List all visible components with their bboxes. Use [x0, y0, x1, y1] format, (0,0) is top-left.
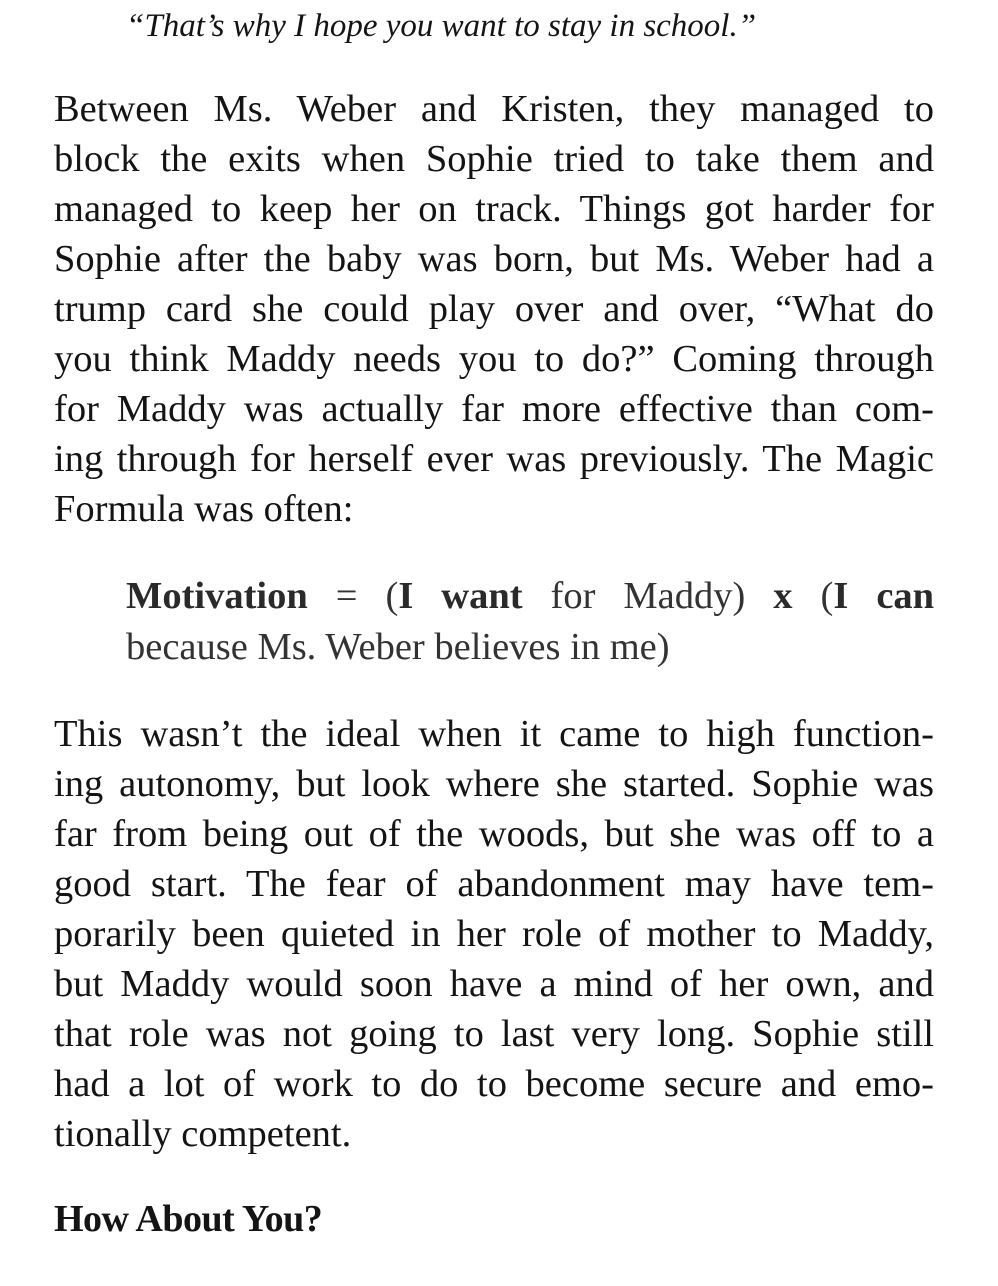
- paragraph-line: Between Ms. Weber and Kristen, they managed to: [54, 88, 934, 130]
- section-heading: How About You?: [54, 1198, 323, 1240]
- paragraph-line: ing through for herself ever was previously. The Magic: [54, 438, 934, 480]
- formula-line-1: [126, 571, 934, 622]
- motivation-formula: [126, 571, 934, 673]
- formula-times: x: [773, 575, 793, 617]
- paragraph-line: good start. The fear of abandonment may have tem-: [54, 863, 934, 905]
- formula-for-maddy: for Maddy: [550, 575, 733, 617]
- paragraph-line: porarily been quieted in her role of mother to Maddy,: [54, 913, 934, 955]
- formula-equals: =: [335, 575, 358, 617]
- formula-paren: ): [656, 626, 670, 668]
- paragraph-1: [54, 84, 934, 534]
- paragraph-line: Formula was often:: [54, 488, 354, 530]
- formula-i-can: I can: [833, 575, 935, 617]
- paragraph-line: tionally competent.: [54, 1113, 352, 1155]
- paragraph-line: had a lot of work to do to become secure and emo-: [54, 1063, 934, 1105]
- formula-paren: ): [732, 575, 746, 617]
- paragraph-line: far from being out of the woods, but she was off to a: [54, 813, 934, 855]
- formula-motivation: Motivation: [126, 575, 308, 617]
- formula-line-2: [126, 622, 934, 673]
- formula-paren: (: [385, 575, 399, 617]
- paragraph-line: trump card she could play over and over, “What do: [54, 288, 934, 330]
- italic-quote: “That’s why I hope you want to stay in school.”: [126, 8, 757, 44]
- formula-i-want: I want: [398, 575, 523, 617]
- paragraph-line: Sophie after the baby was born, but Ms. Weber had a: [54, 238, 934, 280]
- paragraph-line: that role was not going to last very long. Sophie still: [54, 1013, 934, 1055]
- paragraph-line: but Maddy would soon have a mind of her own, and: [54, 963, 934, 1005]
- paragraph-line: managed to keep her on track. Things got harder for: [54, 188, 934, 230]
- paragraph-line: This wasn’t the ideal when it came to high function-: [54, 713, 934, 755]
- formula-because: because Ms. Weber believes in me: [126, 626, 657, 668]
- formula-paren: (: [820, 575, 834, 617]
- paragraph-line: for Maddy was actually far more effective than com-: [54, 388, 934, 430]
- paragraph-line: you think Maddy needs you to do?” Coming through: [54, 338, 934, 380]
- paragraph-2: [54, 709, 934, 1159]
- paragraph-line: ing autonomy, but look where she started. Sophie was: [54, 763, 934, 805]
- paragraph-line: block the exits when Sophie tried to take them and: [54, 138, 934, 180]
